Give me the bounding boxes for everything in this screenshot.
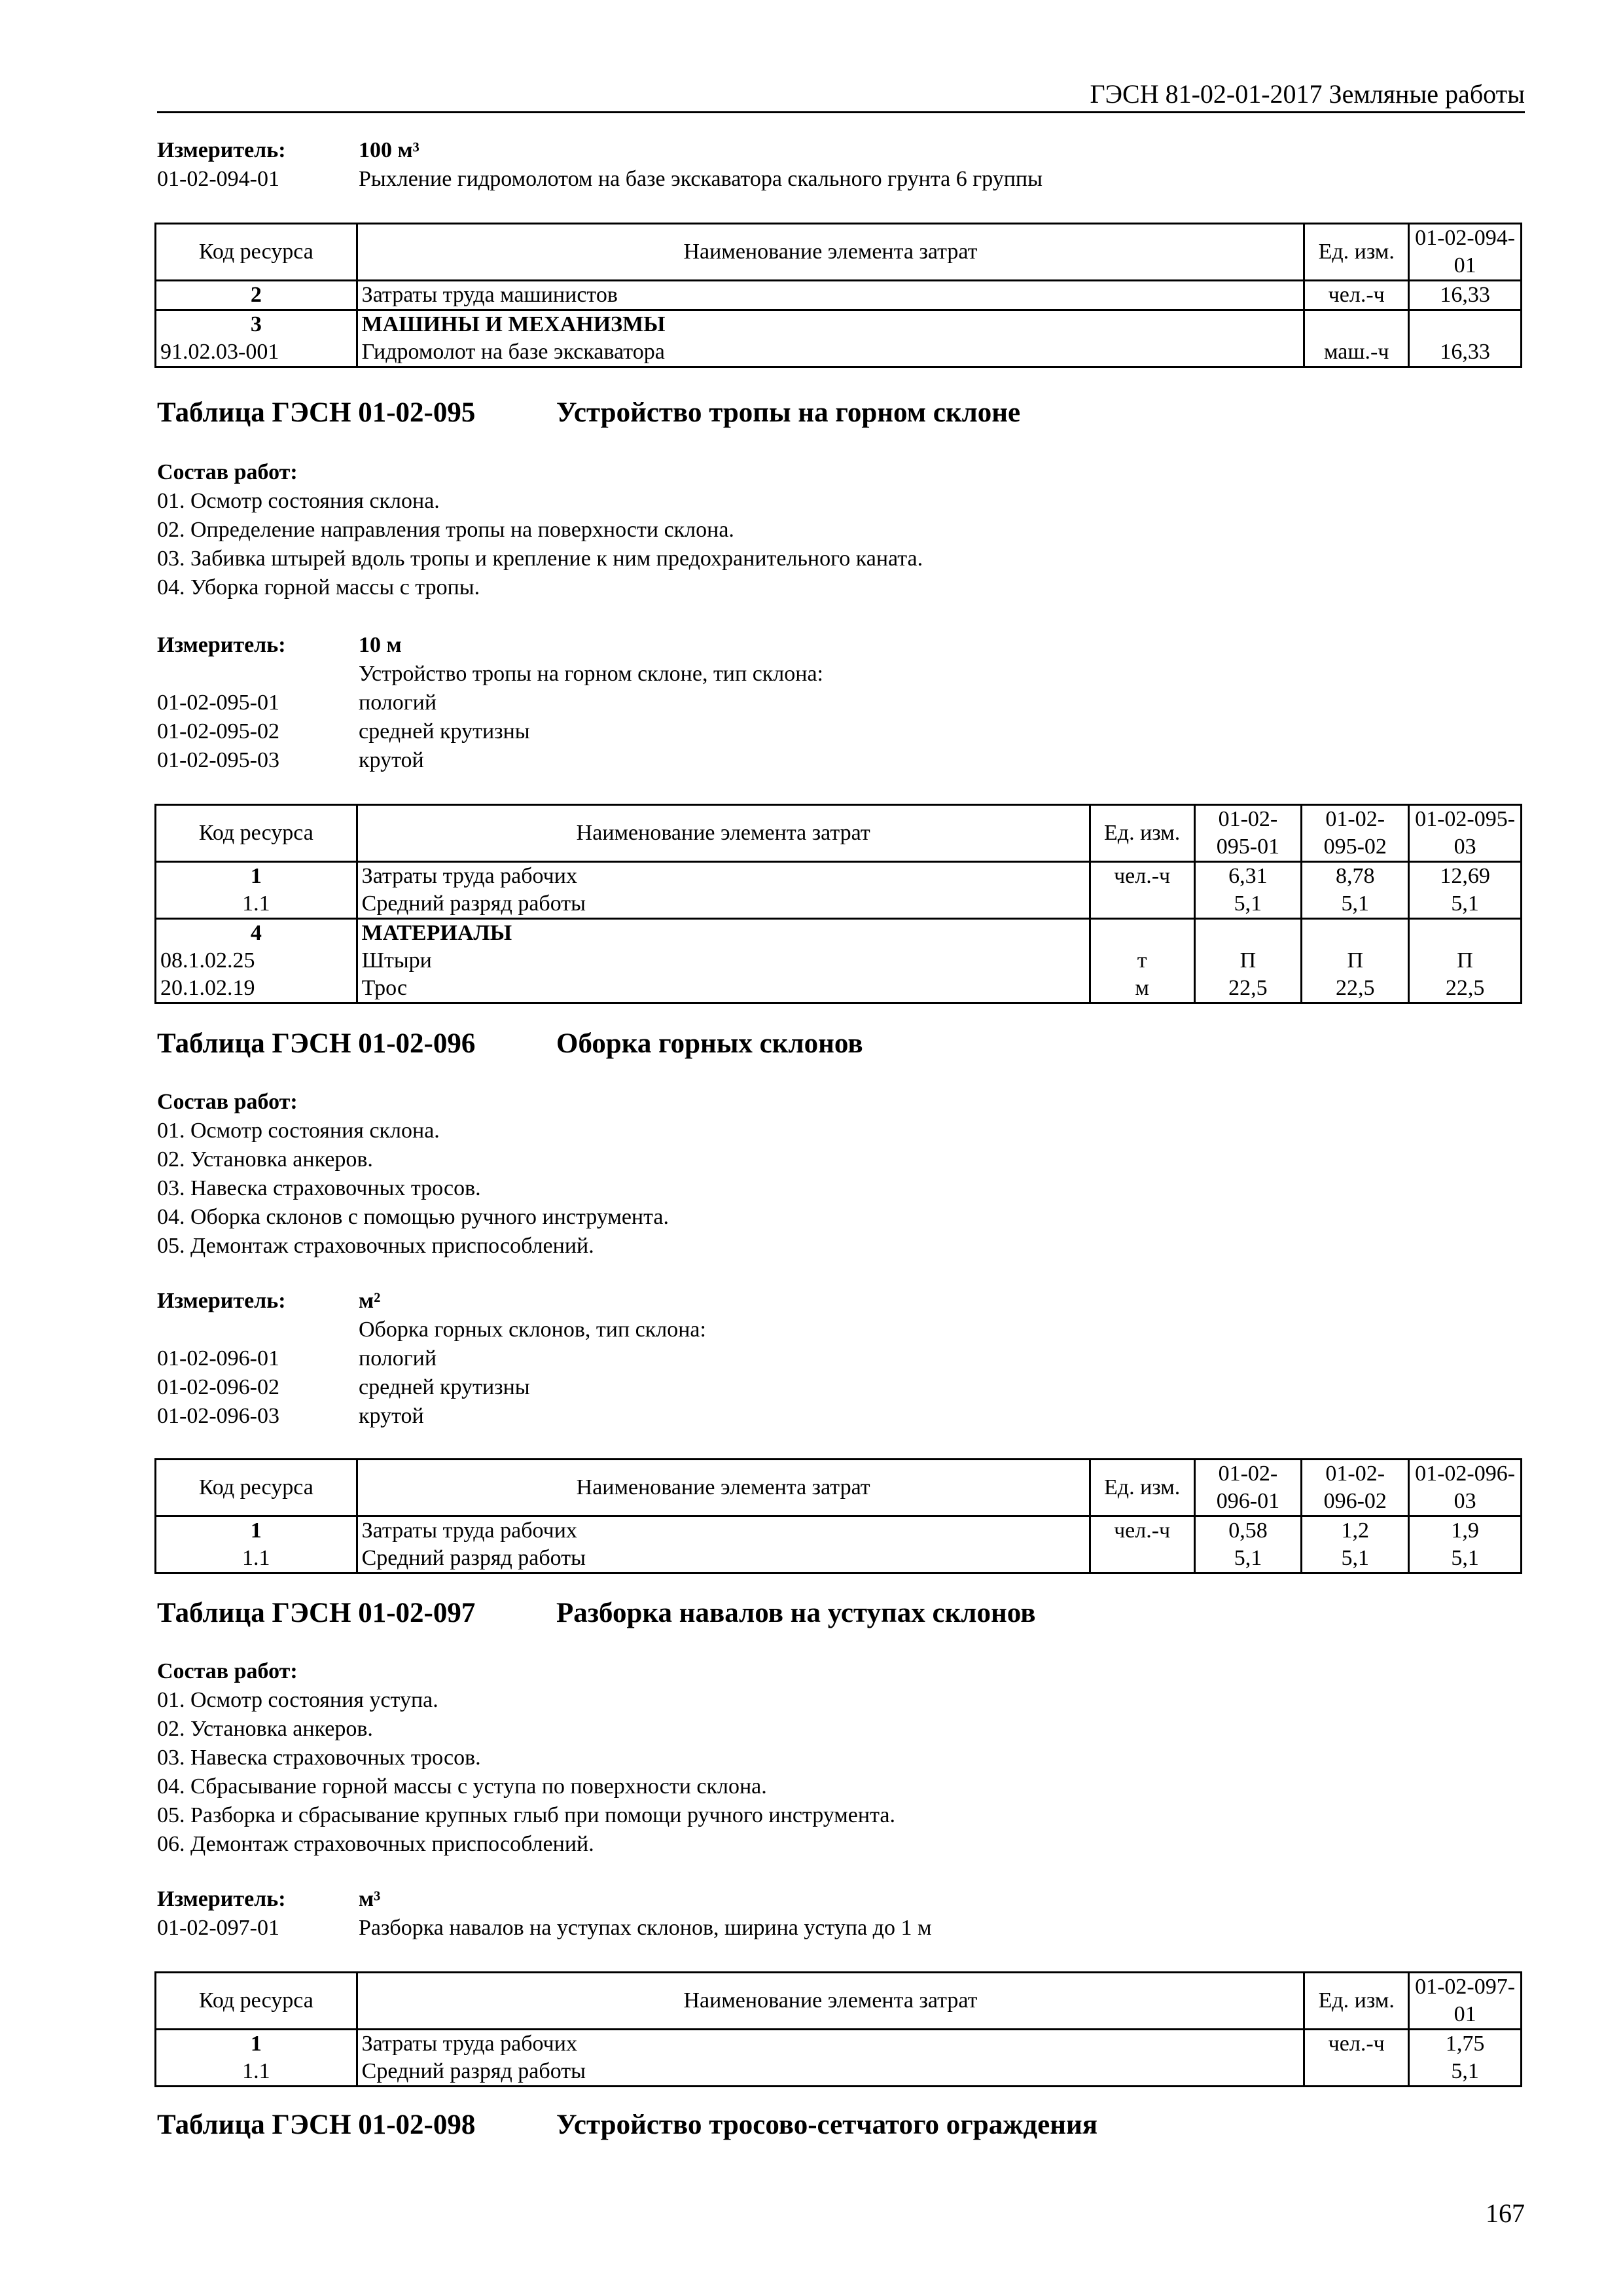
resource-value: 5,1 bbox=[1194, 1545, 1302, 1573]
item-096-03 bbox=[157, 1402, 424, 1431]
col-header: 01-02-096-03 bbox=[1409, 1460, 1522, 1516]
item-desc: Рыхление гидромолотом на базе экскаватора скального грунта 6 группы bbox=[359, 167, 1043, 191]
measure-value: м² bbox=[359, 1289, 381, 1313]
item-095-01 bbox=[157, 689, 437, 717]
work-item: 06. Демонтаж страховочных приспособлений. bbox=[157, 1832, 594, 1856]
resource-code: 4 bbox=[156, 919, 357, 948]
table-row bbox=[156, 2058, 1522, 2087]
resource-value bbox=[1409, 310, 1522, 339]
resource-value: 5,1 bbox=[1302, 890, 1409, 919]
measure-value: 100 м³ bbox=[359, 138, 419, 162]
item-097-01 bbox=[157, 1914, 931, 1943]
works-label: Состав работ: bbox=[157, 460, 298, 484]
table-row bbox=[156, 862, 1522, 891]
table-name: Оборка горных склонов bbox=[556, 1028, 863, 1059]
col-header: Код ресурса bbox=[156, 1973, 357, 2030]
resource-code: 91.02.03-001 bbox=[156, 338, 357, 367]
table-name: Устройство тропы на горном склоне bbox=[556, 397, 1021, 428]
work-item: 04. Уборка горной массы с тропы. bbox=[157, 575, 480, 600]
col-header: Ед. изм. bbox=[1090, 1460, 1194, 1516]
works-label: Состав работ: bbox=[157, 1090, 298, 1114]
resource-code: 1 bbox=[156, 862, 357, 891]
table-row bbox=[156, 281, 1522, 310]
table-row bbox=[156, 310, 1522, 339]
table-name: Устройство тросово-сетчатого ограждения bbox=[556, 2109, 1098, 2140]
resource-name: Затраты труда рабочих bbox=[357, 1516, 1090, 1545]
table-number: Таблица ГЭСН 01-02-095 bbox=[157, 397, 476, 428]
col-header: Ед. изм. bbox=[1304, 224, 1409, 281]
resource-code: 1 bbox=[156, 1516, 357, 1545]
table-name: Разборка навалов на уступах склонов bbox=[556, 1598, 1036, 1628]
work-item: 04. Оборка склонов с помощью ручного инструмента. bbox=[157, 1205, 669, 1229]
item-095-03 bbox=[157, 746, 424, 775]
item-code: 01-02-096-02 bbox=[157, 1375, 279, 1399]
measure-096 bbox=[157, 1287, 380, 1316]
item-code: 01-02-096-03 bbox=[157, 1404, 279, 1428]
resource-unit bbox=[1090, 919, 1194, 948]
resource-unit bbox=[1304, 2058, 1409, 2087]
measure-label: Измеритель: bbox=[157, 1887, 286, 1911]
resource-value: 1,9 bbox=[1409, 1516, 1522, 1545]
resource-value: 5,1 bbox=[1409, 2058, 1522, 2087]
document-title: ГЭСН 81-02-01-2017 Земляные работы bbox=[1090, 79, 1525, 109]
table-row bbox=[156, 338, 1522, 367]
work-item: 05. Демонтаж страховочных приспособлений. bbox=[157, 1234, 594, 1258]
resource-value: П bbox=[1194, 947, 1302, 975]
measure-094 bbox=[157, 136, 419, 165]
col-header: 01-02-095-01 bbox=[1194, 805, 1302, 862]
measure-097 bbox=[157, 1885, 380, 1914]
measure-label: Измеритель: bbox=[157, 633, 286, 657]
table-number: Таблица ГЭСН 01-02-096 bbox=[157, 1028, 476, 1059]
table-row bbox=[156, 1516, 1522, 1545]
item-code: 01-02-095-01 bbox=[157, 691, 279, 715]
resource-unit: т bbox=[1090, 947, 1194, 975]
resource-name: Затраты труда рабочих bbox=[357, 2030, 1304, 2058]
resource-table-096 bbox=[154, 1458, 1522, 1574]
resource-value: 22,5 bbox=[1194, 975, 1302, 1003]
table-header bbox=[156, 1460, 1522, 1516]
resource-name: Средний разряд работы bbox=[357, 2058, 1304, 2087]
measure-095 bbox=[157, 631, 402, 660]
table-row bbox=[156, 947, 1522, 975]
col-header: Ед. изм. bbox=[1090, 805, 1194, 862]
table-header bbox=[156, 805, 1522, 862]
resource-value: 6,31 bbox=[1194, 862, 1302, 891]
work-item: 03. Навеска страховочных тросов. bbox=[157, 1746, 481, 1770]
resource-name: Штыри bbox=[357, 947, 1090, 975]
col-header: Наименование элемента затрат bbox=[357, 1973, 1304, 2030]
table-title-097 bbox=[157, 1597, 1035, 1629]
table-row bbox=[156, 2030, 1522, 2058]
resource-value: 22,5 bbox=[1409, 975, 1522, 1003]
resource-value: П bbox=[1302, 947, 1409, 975]
resource-name: МАШИНЫ И МЕХАНИЗМЫ bbox=[357, 310, 1304, 339]
work-item: 02. Установка анкеров. bbox=[157, 1717, 373, 1741]
item-desc: крутой bbox=[359, 748, 424, 772]
work-item: 03. Навеска страховочных тросов. bbox=[157, 1176, 481, 1200]
measure-desc bbox=[157, 660, 823, 689]
resource-value: 1,75 bbox=[1409, 2030, 1522, 2058]
item-096-01 bbox=[157, 1344, 437, 1373]
item-code: 01-02-096-01 bbox=[157, 1346, 279, 1371]
resource-name: Трос bbox=[357, 975, 1090, 1003]
table-row bbox=[156, 975, 1522, 1003]
work-item: 03. Забивка штырей вдоль тропы и крепление к ним предохранительного каната. bbox=[157, 547, 923, 571]
resource-table-097 bbox=[154, 1971, 1522, 2087]
page-header bbox=[157, 73, 1525, 113]
table-title-098 bbox=[157, 2109, 1097, 2141]
measure-desc bbox=[157, 1316, 706, 1344]
table-row bbox=[156, 1545, 1522, 1573]
resource-code: 1.1 bbox=[156, 890, 357, 919]
table-header bbox=[156, 1973, 1522, 2030]
table-header bbox=[156, 224, 1522, 281]
resource-value: 5,1 bbox=[1409, 890, 1522, 919]
resource-unit bbox=[1090, 890, 1194, 919]
work-item: 01. Осмотр состояния склона. bbox=[157, 1119, 440, 1143]
measure-label: Измеритель: bbox=[157, 138, 286, 162]
resource-value: П bbox=[1409, 947, 1522, 975]
resource-unit bbox=[1304, 310, 1409, 339]
measure-label: Измеритель: bbox=[157, 1289, 286, 1313]
item-desc: Разборка навалов на уступах склонов, ширина уступа до 1 м bbox=[359, 1916, 932, 1940]
works-label: Состав работ: bbox=[157, 1659, 298, 1683]
item-096-02 bbox=[157, 1373, 530, 1402]
item-desc: крутой bbox=[359, 1404, 424, 1428]
resource-value: 22,5 bbox=[1302, 975, 1409, 1003]
table-title-095 bbox=[157, 397, 1020, 429]
work-item: 02. Установка анкеров. bbox=[157, 1147, 373, 1172]
item-code: 01-02-097-01 bbox=[157, 1916, 279, 1940]
col-header: 01-02-096-01 bbox=[1194, 1460, 1302, 1516]
item-desc: пологий bbox=[359, 691, 437, 715]
table-title-096 bbox=[157, 1028, 863, 1060]
resource-code: 3 bbox=[156, 310, 357, 339]
resource-name: МАТЕРИАЛЫ bbox=[357, 919, 1090, 948]
resource-code: 08.1.02.25 bbox=[156, 947, 357, 975]
resource-value bbox=[1409, 919, 1522, 948]
col-header: 01-02-097-01 bbox=[1409, 1973, 1522, 2030]
item-desc: средней крутизны bbox=[359, 719, 530, 744]
col-header: 01-02-096-02 bbox=[1302, 1460, 1409, 1516]
resource-name: Затраты труда рабочих bbox=[357, 862, 1090, 891]
col-header: Ед. изм. bbox=[1304, 1973, 1409, 2030]
resource-unit: чел.-ч bbox=[1304, 281, 1409, 310]
resource-unit: маш.-ч bbox=[1304, 338, 1409, 367]
item-desc: средней крутизны bbox=[359, 1375, 530, 1399]
col-header: 01-02-095-02 bbox=[1302, 805, 1409, 862]
work-item: 01. Осмотр состояния уступа. bbox=[157, 1688, 438, 1712]
table-row bbox=[156, 890, 1522, 919]
measure-description: Устройство тропы на горном склоне, тип склона: bbox=[359, 662, 823, 686]
item-code: 01-02-094-01 bbox=[157, 167, 279, 191]
resource-table-095 bbox=[154, 804, 1522, 1004]
table-number: Таблица ГЭСН 01-02-097 bbox=[157, 1598, 476, 1628]
resource-name: Затраты труда машинистов bbox=[357, 281, 1304, 310]
resource-unit: чел.-ч bbox=[1090, 1516, 1194, 1545]
resource-value: 5,1 bbox=[1302, 1545, 1409, 1573]
resource-name: Средний разряд работы bbox=[357, 1545, 1090, 1573]
resource-code: 20.1.02.19 bbox=[156, 975, 357, 1003]
resource-code: 1.1 bbox=[156, 2058, 357, 2087]
measure-value: 10 м bbox=[359, 633, 402, 657]
work-item: 05. Разборка и сбрасывание крупных глыб при помощи ручного инструмента. bbox=[157, 1803, 895, 1827]
resource-value bbox=[1302, 919, 1409, 948]
page-number: 167 bbox=[1486, 2198, 1525, 2228]
resource-code: 2 bbox=[156, 281, 357, 310]
col-header: Наименование элемента затрат bbox=[357, 1460, 1090, 1516]
resource-name: Средний разряд работы bbox=[357, 890, 1090, 919]
resource-value: 12,69 bbox=[1409, 862, 1522, 891]
col-header: Наименование элемента затрат bbox=[357, 805, 1090, 862]
col-header: 01-02-094-01 bbox=[1409, 224, 1522, 281]
resource-code: 1.1 bbox=[156, 1545, 357, 1573]
resource-value: 8,78 bbox=[1302, 862, 1409, 891]
resource-unit bbox=[1090, 1545, 1194, 1573]
resource-value: 5,1 bbox=[1409, 1545, 1522, 1573]
work-item: 04. Сбрасывание горной массы с уступа по поверхности склона. bbox=[157, 1774, 767, 1799]
resource-value: 0,58 bbox=[1194, 1516, 1302, 1545]
item-code: 01-02-095-02 bbox=[157, 719, 279, 744]
col-header: 01-02-095-03 bbox=[1409, 805, 1522, 862]
resource-value: 16,33 bbox=[1409, 338, 1522, 367]
resource-unit: м bbox=[1090, 975, 1194, 1003]
resource-table-094 bbox=[154, 223, 1522, 368]
resource-value: 1,2 bbox=[1302, 1516, 1409, 1545]
resource-code: 1 bbox=[156, 2030, 357, 2058]
measure-value: м³ bbox=[359, 1887, 381, 1911]
resource-value bbox=[1194, 919, 1302, 948]
col-header: Код ресурса bbox=[156, 224, 357, 281]
col-header: Код ресурса bbox=[156, 805, 357, 862]
measure-description: Оборка горных склонов, тип склона: bbox=[359, 1318, 706, 1342]
work-item: 01. Осмотр состояния склона. bbox=[157, 489, 440, 513]
col-header: Наименование элемента затрат bbox=[357, 224, 1304, 281]
item-095-02 bbox=[157, 717, 530, 746]
work-item: 02. Определение направления тропы на поверхности склона. bbox=[157, 518, 734, 542]
item-code: 01-02-095-03 bbox=[157, 748, 279, 772]
table-number: Таблица ГЭСН 01-02-098 bbox=[157, 2109, 476, 2140]
table-row bbox=[156, 919, 1522, 948]
item-desc: пологий bbox=[359, 1346, 437, 1371]
resource-value: 16,33 bbox=[1409, 281, 1522, 310]
resource-name: Гидромолот на базе экскаватора bbox=[357, 338, 1304, 367]
item-094-01 bbox=[157, 165, 1043, 194]
col-header: Код ресурса bbox=[156, 1460, 357, 1516]
resource-unit: чел.-ч bbox=[1304, 2030, 1409, 2058]
resource-unit: чел.-ч bbox=[1090, 862, 1194, 891]
resource-value: 5,1 bbox=[1194, 890, 1302, 919]
